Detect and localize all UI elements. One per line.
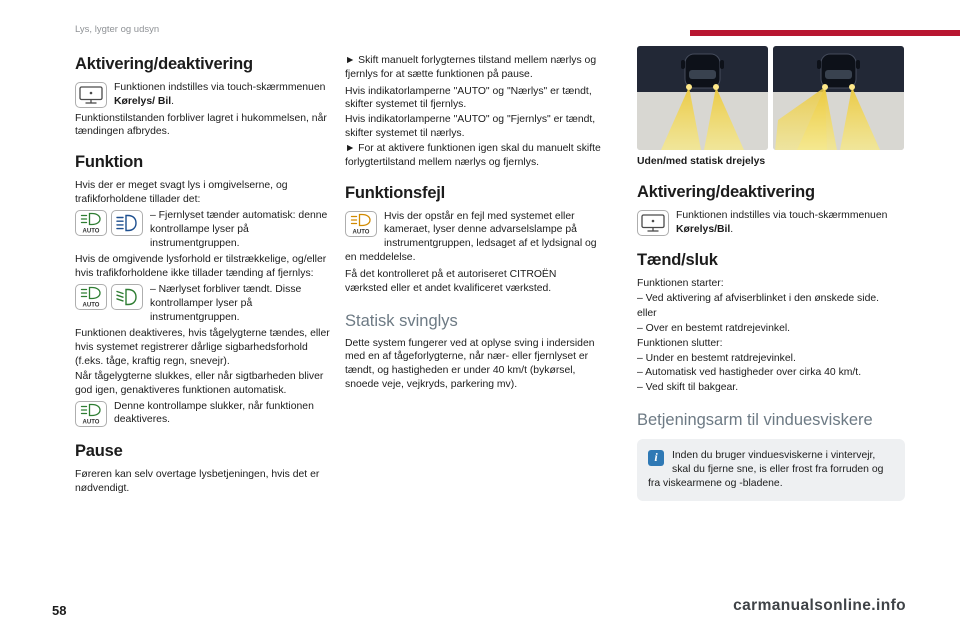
taend-li-or: eller <box>637 308 657 320</box>
fejl-icon-text: Hvis der opstår en fejl med systemet eller kameraet, lyser denne advarselslampe på instrumentgruppen, ledsaget af et lydsignal og en meddelelse. <box>345 210 597 264</box>
touchscreen-icon <box>637 210 669 236</box>
heading-aktivering-1: Aktivering/deaktivering <box>75 55 253 73</box>
page-number: 58 <box>52 603 67 618</box>
watermark: carmanualsonline.info <box>733 597 906 614</box>
low-beam-icon <box>111 284 143 310</box>
funktion-icon-text-3: Denne kontrollampe slukker, når funktionen deaktiveres. <box>114 400 314 426</box>
funktion-p3: Funktionen deaktiveres, hvis tågelygterne tændes, eller hvis systemet registrerer dårlige sigbarhedsforhold (f.eks. tåge, kraftig regn, snevejr). <box>75 328 330 368</box>
svinglys-p1: Dette system fungerer ved at oplyse sving i indersiden med en af tågeforlygterne, når nær- eller fjernlyset er tændt, og hastigheden er under 40 km/t (bykørsel, snoede veje, vejkryds, parkering mv). <box>345 337 595 390</box>
funktion-highbeam-paragraph <box>75 209 333 251</box>
image-with-cornering-light <box>773 46 904 150</box>
funktion-p4: Når tågelygterne slukkes, eller når sigtbarheden bliver god igen, genaktiveres funktionen automatisk. <box>75 370 324 396</box>
auto-headlamp-icon <box>75 210 107 236</box>
funktion-lowbeam-paragraph <box>75 283 333 325</box>
funktion-p1: Hvis der er meget svagt lys i omgivelserne, og trafikforholdene tillader det: <box>75 180 288 206</box>
funktion-icon-text-2: – Nærlyset forbliver tændt. Disse kontrollamper lyser på instrumentgruppen. <box>150 283 302 323</box>
heading-statisk-svinglys: Statisk svinglys <box>345 311 458 330</box>
manual-switch-p3: Hvis indikatorlamperne "AUTO" og "Fjernlys" er tændt, skifter systemet til nærlys. <box>345 114 596 140</box>
auto-headlamp-icon <box>75 401 107 427</box>
accent-bar <box>690 30 960 36</box>
fejl-p2: Få det kontrolleret på et autoriseret CITROËN værksted eller et andet kvalificeret værksted. <box>345 268 557 294</box>
auto-headlamp-icon <box>75 284 107 310</box>
auto-warning-icon <box>345 211 377 237</box>
taend-li3: – Under en bestemt ratdrejevinkel. <box>637 352 796 364</box>
taend-li1: – Ved aktivering af afviserblinket i den ønskede side. <box>637 293 880 305</box>
svg-text:AUTO: AUTO <box>82 419 100 425</box>
activation-text: Funktionen indstilles via touch-skærmmenuen Kørelys/ Bil. <box>114 81 326 107</box>
touchscreen-icon <box>75 82 107 108</box>
svg-text:AUTO: AUTO <box>82 228 100 234</box>
svg-text:AUTO: AUTO <box>82 302 100 308</box>
heading-taend-sluk: Tænd/sluk <box>637 251 718 270</box>
heading-funktion: Funktion <box>75 153 144 172</box>
column-left <box>75 54 333 497</box>
menu-path-bold: Kørelys/ Bil <box>114 95 172 107</box>
svg-text:AUTO: AUTO <box>352 229 370 235</box>
high-beam-icon <box>111 210 143 236</box>
menu-path-bold: Kørelys/Bil <box>676 223 731 235</box>
manual-switch-p4: ► For at aktivere funktionen igen skal du manuelt skifte forlygtertilstand mellem nærlys og fjernlys. <box>345 142 601 168</box>
taend-li2: – Over en bestemt ratdrejevinkel. <box>637 322 791 334</box>
manual-switch-p1: ► Skift manuelt forlygternes tilstand mellem nærlys og fjernlys for at sætte funktionen på pause. <box>345 55 597 80</box>
taend-p2: Funktionen slutter: <box>637 337 723 349</box>
manual-switch-p2: Hvis indikatorlamperne "AUTO" og "Nærlys" er tændt, skifter systemet til fjernlys. <box>345 85 592 111</box>
pause-p1: Føreren kan selv overtage lysbetjeningen, hvis det er nødvendigt. <box>75 469 320 495</box>
headlight-images <box>637 46 905 150</box>
heading-pause: Pause <box>75 442 123 461</box>
taend-li4: – Automatisk ved hastigheder over cirka 40 km/t. <box>637 367 862 379</box>
activation-text-3: Funktionen indstilles via touch-skærmmenuen Kørelys/Bil. <box>676 209 888 235</box>
funktion-auto-off-paragraph <box>75 400 333 429</box>
activation-text-2: Funktionstilstanden forbliver lagret i hukommelsen, når tændingen afbrydes. <box>75 112 327 138</box>
section-header: Lys, lygter og udsyn <box>75 24 160 35</box>
heading-aktivering-2: Aktivering/deaktivering <box>637 182 815 201</box>
info-box <box>637 439 905 501</box>
image-without-cornering-light <box>637 46 768 150</box>
fejl-paragraph <box>345 210 601 266</box>
funktion-p2: Hvis de omgivende lysforhold er tilstrækkelige, og/eller hvis trafikforholdene ikke tillader tænding af fjernlys: <box>75 254 327 280</box>
heading-funktionsfejl: Funktionsfejl <box>345 183 446 202</box>
column-right <box>637 46 905 501</box>
info-text: Inden du bruger vinduesviskerne i vintervejr, skal du fjerne sne, is eller frost fra forruden og fra viskearmene og -bladene. <box>648 449 884 489</box>
activation-paragraph <box>75 81 333 110</box>
activation-paragraph-2 <box>637 209 905 238</box>
funktion-icon-text-1: – Fjernlyset tænder automatisk: denne kontrollampe lyser på instrumentgruppen. <box>150 209 328 249</box>
heading-vinduesviskere: Betjeningsarm til vinduesviskere <box>637 410 873 429</box>
image-caption: Uden/med statisk drejelys <box>637 156 766 167</box>
taend-li5: – Ved skift til bakgear. <box>637 382 739 394</box>
taend-p1: Funktionen starter: <box>637 278 724 290</box>
column-middle <box>345 54 601 393</box>
info-icon: i <box>648 450 664 466</box>
